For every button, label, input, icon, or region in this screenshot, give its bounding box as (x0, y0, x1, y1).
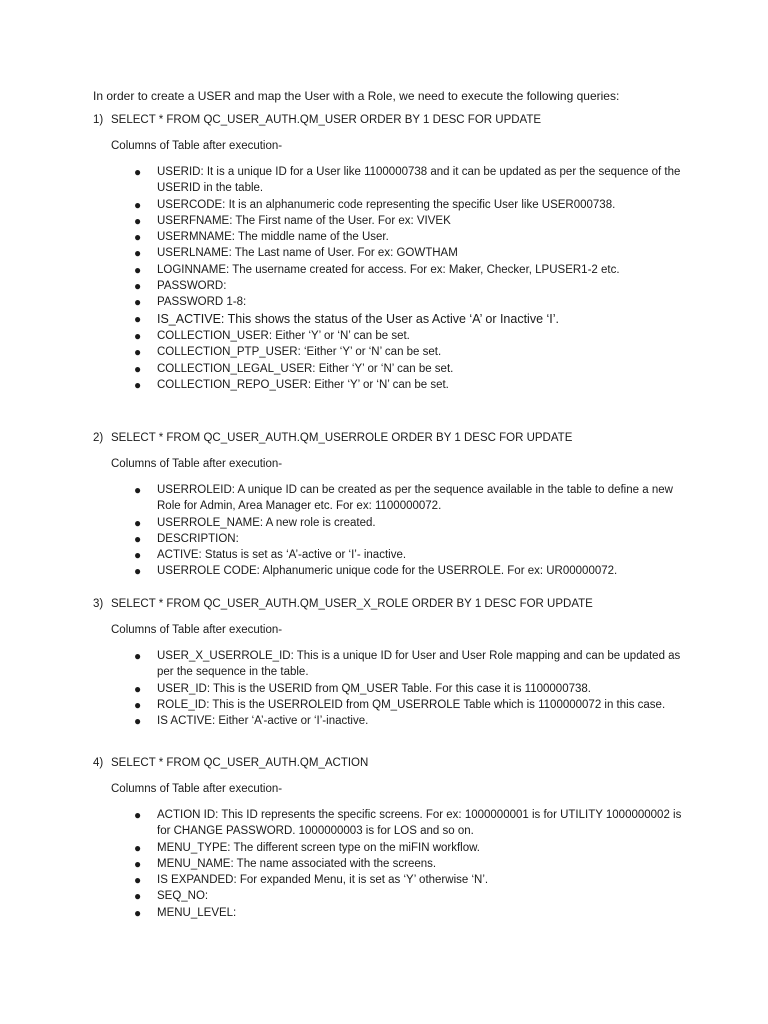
bullet-icon: ● (134, 279, 142, 294)
query-text: SELECT * FROM QC_USER_AUTH.QM_USERROLE ORDER BY 1 DESC FOR UPDATE (111, 432, 573, 444)
list-item: ● ACTIVE: Status is set as ‘A’-active or ‘I’- inactive. (134, 548, 407, 563)
section-1 (93, 112, 693, 393)
bullet-icon: ● (134, 905, 142, 920)
bullet-icon: ● (134, 246, 142, 261)
list-item: ● PASSWORD: (134, 279, 227, 294)
bullet-icon: ● (134, 649, 142, 663)
columns-label: Columns of Table after execution- (111, 458, 283, 470)
columns-label: Columns of Table after execution- (111, 624, 283, 636)
list-item: ● MENU_NAME: The name associated with the screens. (134, 856, 437, 871)
list-item: ● USERFNAME: The First name of the User. For ex: VIVEK (134, 213, 451, 228)
bullet-icon: ● (134, 165, 142, 179)
query-text: SELECT * FROM QC_USER_AUTH.QM_USER ORDER BY 1 DESC FOR UPDATE (111, 114, 542, 126)
bullet-icon: ● (134, 856, 142, 871)
bullet-icon: ● (134, 873, 142, 888)
list-item: ● COLLECTION_USER: Either ‘Y’ or ‘N’ can be set. (134, 328, 410, 343)
list-item: ● LOGINNAME: The username created for access. For ex: Maker, Checker, LPUSER1-2 etc. (134, 262, 620, 277)
bullet-icon: ● (134, 377, 142, 392)
bullet-icon: ● (134, 840, 142, 855)
query-number: 4) (93, 757, 104, 769)
intro-text: In order to create a USER and map the User with a Role, we need to execute the following queries: (93, 89, 620, 103)
list-item: ● COLLECTION_REPO_USER: Either ‘Y’ or ‘N’ can be set. (134, 377, 449, 392)
list-item: ● IS_ACTIVE: This shows the status of the User as Active ‘A’ or Inactive ‘I’. (134, 311, 560, 326)
bullet-icon: ● (134, 531, 142, 546)
column-list (93, 482, 693, 580)
bullet-icon: ● (134, 311, 142, 326)
query-text: SELECT * FROM QC_USER_AUTH.QM_USER_X_ROLE ORDER BY 1 DESC FOR UPDATE (111, 598, 593, 610)
list-item: ● ACTION ID: This ID represents the specific screens. For ex: 1000000001 is for UTILITY 1000000002 is for CHANGE PASSWORD. 1000000003 is for LOS and so on. (134, 808, 682, 838)
bullet-icon: ● (134, 564, 142, 579)
list-item: ● USERID: It is a unique ID for a User like 1100000738 and it can be updated as per the sequence of the USERID in the table. (134, 165, 681, 195)
list-item: ● COLLECTION_PTP_USER: ‘Either ‘Y’ or ‘N’ can be set. (134, 345, 442, 360)
section-2 (93, 430, 693, 580)
bullet-icon: ● (134, 681, 142, 696)
list-item: ● IS EXPANDED: For expanded Menu, it is set as ‘Y’ otherwise ‘N’. (134, 873, 489, 888)
bullet-icon: ● (134, 262, 142, 277)
bullet-icon: ● (134, 345, 142, 360)
query-number: 1) (93, 114, 104, 126)
bullet-icon: ● (134, 808, 142, 822)
column-list (93, 648, 693, 729)
bullet-icon: ● (134, 230, 142, 245)
bullet-icon: ● (134, 889, 142, 904)
list-item: ● ROLE_ID: This is the USERROLEID from QM_USERROLE Table which is 1100000072 in this case. (134, 697, 666, 712)
bullet-icon: ● (134, 515, 142, 530)
column-list (93, 807, 693, 921)
section-3 (93, 596, 693, 729)
query-1 (93, 112, 693, 128)
list-item: ● MENU_LEVEL: (134, 905, 237, 920)
list-item: ● USER_X_USERROLE_ID: This is a unique ID for User and User Role mapping and can be updated as per the sequence in the table. (134, 649, 681, 679)
list-item: ● USERCODE: It is an alphanumeric code representing the specific User like USER000738. (134, 197, 616, 212)
columns-label: Columns of Table after execution- (111, 783, 283, 795)
column-list (93, 164, 693, 393)
bullet-icon: ● (134, 714, 142, 729)
list-item: ● USERLNAME: The Last name of User. For ex: GOWTHAM (134, 246, 458, 261)
query-number: 3) (93, 598, 104, 610)
query-number: 2) (93, 432, 104, 444)
query-text: SELECT * FROM QC_USER_AUTH.QM_ACTION (111, 757, 369, 769)
bullet-icon: ● (134, 197, 142, 212)
bullet-icon: ● (134, 548, 142, 563)
list-item: ● MENU_TYPE: The different screen type on the miFIN workflow. (134, 840, 480, 855)
bullet-icon: ● (134, 213, 142, 228)
bullet-icon: ● (134, 697, 142, 712)
query-3 (93, 596, 693, 612)
list-item: ● USER_ID: This is the USERID from QM_USER Table. For this case it is 1100000738. (134, 681, 591, 696)
list-item: ● USERROLEID: A unique ID can be created as per the sequence available in the table to define a new Role for Admin, Area Manager etc. For ex: 1100000072. (134, 483, 673, 513)
list-item: ● COLLECTION_LEGAL_USER: Either ‘Y’ or ‘N’ can be set. (134, 361, 454, 376)
columns-label: Columns of Table after execution- (111, 140, 283, 152)
bullet-icon: ● (134, 361, 142, 376)
bullet-icon: ● (134, 483, 142, 497)
list-item: ● USERMNAME: The middle name of the User. (134, 230, 389, 245)
list-item: ● PASSWORD 1-8: (134, 295, 247, 310)
query-2 (93, 430, 693, 446)
list-item: ● USERROLE_NAME: A new role is created. (134, 515, 376, 530)
list-item: ● IS ACTIVE: Either ‘A’-active or ‘I’-inactive. (134, 714, 369, 729)
query-4 (93, 755, 693, 771)
list-item: ● DESCRIPTION: (134, 531, 239, 546)
list-item: ● SEQ_NO: (134, 889, 209, 904)
bullet-icon: ● (134, 295, 142, 310)
section-4 (93, 755, 693, 921)
list-item: ● USERROLE CODE: Alphanumeric unique code for the USERROLE. For ex: UR00000072. (134, 564, 618, 579)
bullet-icon: ● (134, 328, 142, 343)
